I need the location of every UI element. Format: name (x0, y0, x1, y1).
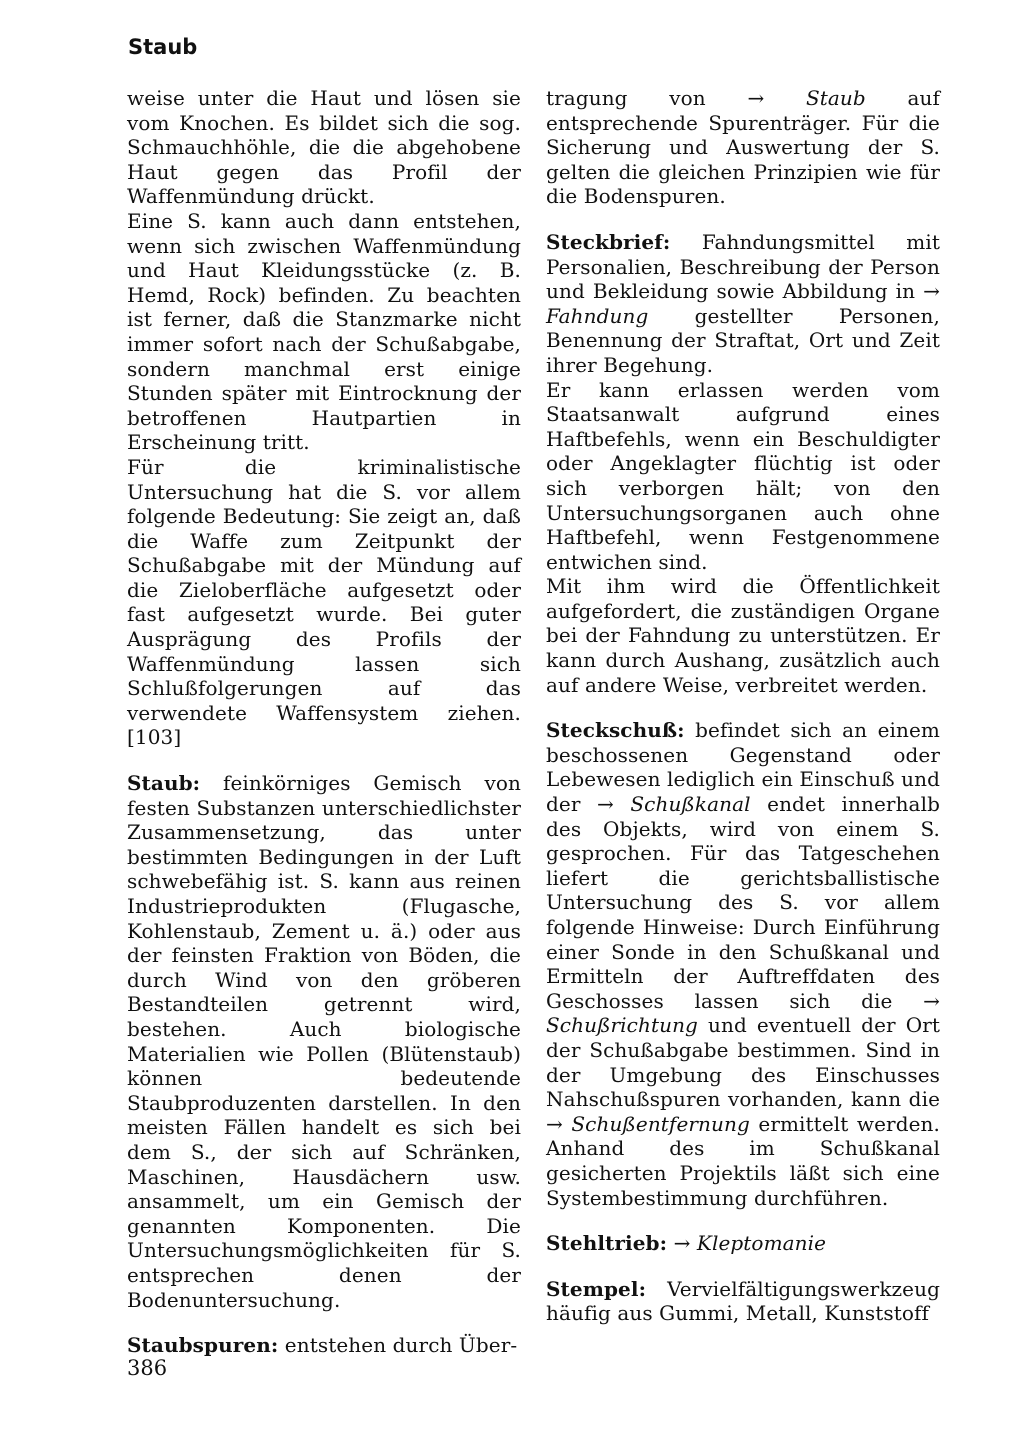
entry-stempel (546, 1277, 940, 1326)
entry-text-steckschuss-3: und eventuell der Ort der Schußabgabe bestimmen. Sind in der Umgebung des Einschusses Nahschußspuren vorhanden, kann die (546, 1013, 940, 1112)
paragraph-steckbrief-3: Mit ihm wird die Öffentlichkeit aufgefordert, die zuständigen Organe bei der Fahndung zu unterstützen. Er kann durch Aushang, zusätzlich auch auf andere Weise, verbreitet werden. (546, 574, 940, 697)
paragraph-stanzmarke-3: Für die kriminalistische Untersuchung hat die S. vor allem folgende Bedeutung: Sie zeigt an, daß die Waffe zum Zeitpunkt der Schußabgabe mit der Mündung auf die Zieloberfläche aufgesetzt oder fast aufgesetzt wurde. Bei guter Ausprägung des Profils der Waffenmündung lassen sich Schlußfolgerungen auf das verwendete Waffensystem ziehen. [103] (127, 454, 521, 750)
cross-reference-staub: Staub (805, 86, 866, 110)
entry-term-staub: Staub: (127, 771, 201, 796)
cross-reference-schusskanal: Schußkanal (630, 792, 751, 817)
entry-steckbrief (546, 230, 940, 378)
entry-text-steckschuss-4: ermittelt werden. Anhand des im Schußkanal gesicherten Projektils läßt sich eine Systembestimmung durchführen. (546, 1111, 940, 1210)
entry-text-stempel: Vervielfältigungswerkzeug häufig aus Gummi, Metall, Kunststoff (546, 1276, 940, 1326)
right-column (546, 86, 940, 1326)
entry-text-steckbrief-1: Fahndungsmittel mit Personalien, Beschreibung der Person und Bekleidung sowie Abbildung in (546, 229, 940, 304)
entry-staub (127, 771, 521, 1312)
entry-term-stempel: Stempel: (546, 1276, 647, 1301)
entry-staubspuren-continued (546, 86, 940, 209)
entry-term-staubspuren: Staubspuren: (127, 1333, 279, 1358)
cross-reference-arrow: → (673, 1231, 691, 1256)
cross-reference-schussrichtung: Schußrichtung (546, 1013, 698, 1038)
entry-staubspuren (127, 1333, 521, 1358)
entry-text-steckschuss-2: endet innerhalb des Objekts, wird von einem S. gesprochen. Für das Tatgeschehen liefert die gerichtsballistische Untersuchung des S. vor allem folgende Hinweise: Durch Einführung einer Sonde in den Schußkanal und Ermitteln der Auftreffdaten des Geschosses lassen sich die (546, 792, 940, 1013)
entry-text-staubspuren: entstehen durch Über- (278, 1333, 518, 1358)
paragraph-steckbrief-2: Er kann erlassen werden vom Staatsanwalt aufgrund eines Haftbefehls, wenn ein Beschuldigter oder Angeklagter flüchtig ist oder sich verborgen hält; von den Untersuchungsorganen auch ohne Haftbefehl, wenn Festgenommene entwichen sind. (546, 377, 940, 574)
text-before: tragung von (546, 86, 748, 110)
cross-reference-schussentfernung: Schußentfernung (571, 1111, 750, 1136)
cross-reference-arrow: → (923, 988, 940, 1013)
left-column (127, 86, 521, 1358)
entry-steckschuss (546, 718, 940, 1210)
cross-reference-arrow: → (597, 792, 614, 817)
running-head: Staub (128, 35, 198, 59)
entry-term-steckschuss: Steckschuß: (546, 718, 685, 743)
cross-reference-kleptomanie: Kleptomanie (696, 1231, 827, 1256)
text-after: auf entsprechende Spurenträger. Für die Sicherung und Auswertung der S. gelten die gleichen Prinzipien wie für die Bodenspuren. (546, 86, 940, 209)
page-number: 386 (127, 1356, 168, 1380)
cross-reference-arrow: → (923, 279, 940, 304)
paragraph-stanzmarke-2: Eine S. kann auch dann entstehen, wenn sich zwischen Waffenmündung und Haut Kleidungsstücke (z. B. Hemd, Rock) befinden. Zu beachten ist ferner, daß die Stanzmarke nicht immer sofort nach der Schußabgabe, sondern manchmal erst einige Stunden später mit Eintrocknung der betroffenen Hautpartien in Erscheinung tritt. (127, 208, 521, 455)
entry-text-steckschuss-1: befindet sich an einem beschossenen Gegenstand oder Lebewesen lediglich ein Einschuß und der (546, 718, 940, 817)
cross-reference-fahndung: Fahndung (546, 303, 649, 328)
entry-text-staub: feinkörniges Gemisch von festen Substanzen unterschiedlichster Zusammensetzung, das unter bestimmten Bedingungen in der Luft schwebefähig ist. S. kann aus reinen Industrieprodukten (Flugasche, Kohlenstaub, Zement u. ä.) oder aus der feinsten Fraktion von Böden, die durch Wind von den gröberen Bestandteilen getrennt wird, bestehen. Auch biologische Materialien wie Pollen (Blütenstaub) können bedeutende Staubproduzenten darstellen. In den meisten Fällen handelt es sich bei dem S., der sich auf Schränken, Maschinen, Hausdächern usw. ansammelt, um ein Gemisch der genannten Komponenten. Die Untersuchungsmöglichkeiten für S. entsprechen denen der Bodenuntersuchung. (127, 771, 521, 1312)
cross-reference-arrow: → (546, 1111, 563, 1136)
entry-text-steckbrief-2: gestellter Personen, Benennung der Straftat, Ort und Zeit ihrer Begehung. (546, 303, 940, 377)
entry-term-stehltrieb: Stehltrieb: (546, 1231, 668, 1256)
cross-reference-arrow: → (747, 86, 765, 110)
entry-term-steckbrief: Steckbrief: (546, 229, 671, 254)
paragraph-stanzmarke-continued: weise unter die Haut und lösen sie vom Knochen. Es bildet sich die sog. Schmauchhöhle, die die abgehobene Haut gegen das Profil der Waffenmündung drückt. (127, 86, 521, 209)
entry-stehltrieb (546, 1231, 940, 1256)
